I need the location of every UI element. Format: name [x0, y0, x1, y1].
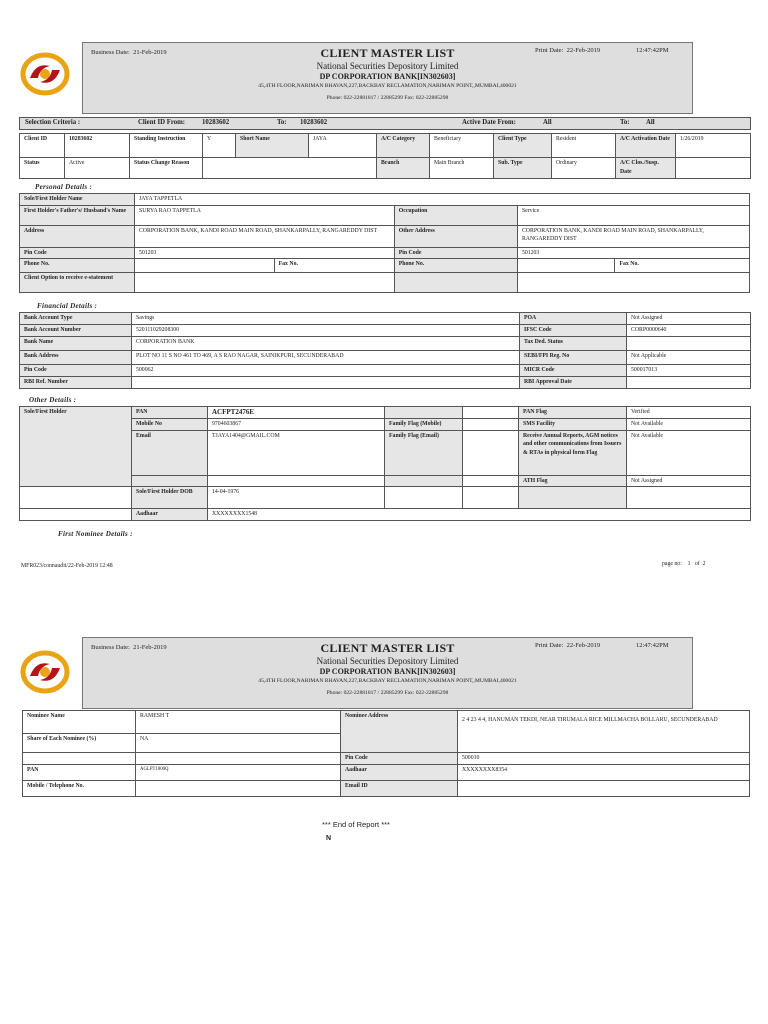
bank-pin-label: Pin Code: [20, 365, 132, 377]
sebi-label: SEBI/FPI Reg. No: [520, 351, 627, 365]
page-number: page no: 1 of 2: [662, 561, 706, 567]
pan-flag: Verified: [627, 407, 751, 419]
father-name-label: First Holder's Father's/ Husband's Name: [20, 205, 135, 225]
business-date: Business Date: 21-Feb-2019: [91, 49, 167, 56]
aadhaar: XXXXXXXX1548: [208, 509, 751, 521]
dob-blank-3: [519, 487, 627, 509]
other-details-heading: Other Details :: [29, 396, 77, 404]
tax-status-label: Tax Ded. Status: [520, 337, 627, 351]
other-phone-label: Phone No.: [394, 259, 517, 273]
acct-type: Savings: [132, 313, 520, 325]
status-change-reason-label: Status Change Reason: [130, 158, 203, 179]
fax-cell: [274, 259, 394, 273]
occupation: Service: [517, 205, 749, 225]
client-type-label: Client Type: [494, 134, 552, 158]
holder-label: Sole/First Holder: [20, 407, 132, 487]
nominee-email: [458, 780, 750, 796]
nominee-table: [22, 710, 750, 797]
annual-report: Not Available: [627, 430, 751, 475]
status-value: Active: [65, 158, 130, 179]
client-id-to: 10283602: [300, 119, 328, 126]
nominee-pin: 500010: [458, 753, 750, 765]
ifsc-label: IFSC Code: [520, 325, 627, 337]
nominee-aadhaar-label: Aadhaar: [341, 764, 458, 780]
depository-name: National Securities Depository Limited: [316, 61, 459, 71]
aadhaar-row-blank: [20, 509, 132, 521]
pan-flag-label: PAN Flag: [519, 407, 627, 419]
other-pin-code: 501203: [517, 247, 749, 259]
dp-phone: Phone: 022-22881817 / 22885299 Fax: 022-22885298: [326, 95, 449, 101]
bank-logo-icon: [20, 650, 70, 694]
end-of-report: *** End of Report ***: [322, 820, 390, 829]
other-pin-code-label: Pin Code: [394, 247, 517, 259]
sms: Not Available: [627, 418, 751, 430]
client-table: [19, 133, 751, 179]
share-label: Share of Each Nominee (%): [23, 734, 136, 753]
dob-row-blank: [20, 487, 132, 509]
personal-details-heading: Personal Details :: [35, 183, 93, 191]
client-id-from-label: Client ID From:: [138, 119, 186, 126]
clos-susp-date: [676, 158, 751, 179]
branch: Main Branch: [430, 158, 494, 179]
aadhaar-label: Aadhaar: [132, 509, 208, 521]
pan: ACFPT2476E: [208, 407, 385, 419]
estatement-blank: [394, 273, 517, 293]
rbi-date: [627, 377, 751, 389]
status-label: Status: [20, 158, 65, 179]
share: NA: [136, 734, 341, 753]
family-email: [463, 430, 519, 475]
tax-status: [627, 337, 751, 351]
ath-label: ATH Flag: [519, 475, 627, 487]
print-date: Print Date: 22-Feb-2019: [535, 642, 601, 649]
report-header: [82, 42, 693, 114]
estatement-label: Client Option to receive e-statement: [20, 273, 135, 293]
ath-blank-3: [385, 475, 463, 487]
pan-blank: [385, 407, 463, 419]
address: CORPORATION BANK, KANDI ROAD MAIN ROAD, SHANKARPALLY, RANGAREDDY DIST: [134, 225, 394, 247]
ath-blank-2: [208, 475, 385, 487]
client-id: 10283602: [65, 134, 130, 158]
active-date-to: All: [646, 119, 655, 126]
report-header-page-2: [82, 637, 693, 709]
other-phone: [517, 259, 615, 273]
active-date-from-label: Active Date From:: [462, 119, 516, 126]
short-name: JAYA: [309, 134, 377, 158]
business-date: Business Date: 21-Feb-2019: [91, 644, 167, 651]
active-date-to-label: To:: [620, 119, 630, 126]
dob-label: Sole/First Holder DOB: [132, 487, 208, 509]
ifsc: CORP0000640: [627, 325, 751, 337]
phone: [134, 259, 274, 273]
report-title: CLIENT MASTER LIST: [320, 641, 455, 655]
print-time: 12:47:42PM: [636, 47, 669, 54]
address-label: Address: [20, 225, 135, 247]
acct-no: 520111029208300: [132, 325, 520, 337]
pin-row-blank: [23, 753, 136, 765]
mobile-label: Mobile No: [132, 418, 208, 430]
nominee-mobile: [136, 780, 341, 796]
sms-label: SMS Facility: [519, 418, 627, 430]
standing-instruction-label: Standing Instruction: [130, 134, 203, 158]
bank-name-label: Bank Name: [20, 337, 132, 351]
bank-logo-icon: [20, 52, 70, 96]
other-address-label: Other Address: [394, 225, 517, 247]
dp-address: 45,4TH FLOOR,NARIMAN BHAVAN,227,BACKBAY RECLAMATION,NARIMAN POINT,,MUMBAI,400021: [258, 83, 517, 89]
nominee-address-label: Nominee Address: [341, 711, 458, 753]
nominee-pan-label: PAN: [23, 764, 136, 780]
short-name-label: Short Name: [236, 134, 309, 158]
client-id-label: Client ID: [20, 134, 65, 158]
nominee-name: RAMESH T: [136, 711, 341, 734]
micr-label: MICR Code: [520, 365, 627, 377]
acct-type-label: Bank Account Type: [20, 313, 132, 325]
family-email-label: Family Flag (Email): [385, 430, 463, 475]
dob-blank-2: [463, 487, 519, 509]
status-change-reason: [203, 158, 377, 179]
bank-address-label: Bank Address: [20, 351, 132, 365]
activation-date-label: A/C Activation Date: [616, 134, 676, 158]
rbi-ref: [132, 377, 520, 389]
ath: Not Assigned: [627, 475, 751, 487]
selection-criteria-bar: [19, 117, 751, 130]
phone-label: Phone No.: [20, 259, 135, 273]
nominee-name-label: Nominee Name: [23, 711, 136, 734]
dob-blank-1: [385, 487, 463, 509]
other-address: CORPORATION BANK, KANDI ROAD MAIN ROAD, SHANKARPALLY, RANGAREDDY DIST: [517, 225, 749, 247]
estatement: [134, 273, 394, 293]
pin-code-label: Pin Code: [20, 247, 135, 259]
rbi-ref-label: RBI Ref. Number: [20, 377, 132, 389]
rbi-date-label: RBI Approval Date: [520, 377, 627, 389]
mobile: 9704603867: [208, 418, 385, 430]
first-nominee-heading: First Nominee Details :: [58, 530, 133, 538]
other-fax-label: Fax No.: [619, 261, 639, 268]
activation-date: 1/26/2019: [676, 134, 751, 158]
nominee-pan: AGLPT1800Q: [136, 764, 341, 780]
bank-name: CORPORATION BANK: [132, 337, 520, 351]
bank-pin: 500062: [132, 365, 520, 377]
family-mobile: [463, 418, 519, 430]
print-time: 12:47:42PM: [636, 642, 669, 649]
nominee-mobile-label: Mobile / Telephone No.: [23, 780, 136, 796]
father-name: SURYA RAO TAPPETLA: [134, 205, 394, 225]
ac-category: Beneficiary: [430, 134, 494, 158]
personal-table: [19, 193, 750, 293]
other-fax-cell: [615, 259, 750, 273]
email-label: Email: [132, 430, 208, 475]
pin-row-blank-2: [136, 753, 341, 765]
end-mark: N: [326, 835, 332, 842]
client-id-to-label: To:: [277, 119, 287, 126]
other-table: [19, 406, 751, 521]
nominee-aadhaar: XXXXXXXX8354: [458, 764, 750, 780]
family-mobile-label: Family Flag (Mobile): [385, 418, 463, 430]
ac-category-label: A/C Category: [377, 134, 430, 158]
poa-label: POA: [520, 313, 627, 325]
report-title: CLIENT MASTER LIST: [320, 46, 455, 60]
sub-type: Ordinary: [552, 158, 616, 179]
ath-blank-4: [463, 475, 519, 487]
email: TJAYA1404@GMAIL.COM: [208, 430, 385, 475]
sub-type-label: Sub. Type: [494, 158, 552, 179]
occupation-label: Occupation: [394, 205, 517, 225]
holder-name-label: Sole/First Holder Name: [20, 194, 135, 206]
criteria-label: Selection Criteria :: [25, 119, 81, 126]
dp-phone: Phone: 022-22881817 / 22885299 Fax: 022-22885298: [326, 690, 449, 696]
financial-details-heading: Financial Details :: [37, 302, 98, 310]
poa: Not Assigned: [627, 313, 751, 325]
dp-name: DP CORPORATION BANK[IN302603]: [319, 667, 456, 676]
holder-name: JAYA TAPPETLA: [134, 194, 749, 206]
financial-table: [19, 312, 751, 389]
print-date: Print Date: 22-Feb-2019: [535, 47, 601, 54]
annual-report-label: Receive Annual Reports, AGM notices and other communications from Issuers & RTAs in physical form Flag: [519, 430, 627, 475]
nominee-address: 2 4 23 4 4, HANUMAN TEKDI, NEAR TIRUMALA RICE MILLMACHA BOLLARU, SECUNDERABAD: [458, 711, 750, 753]
fax-label: Fax No.: [278, 261, 298, 268]
pin-code: 501203: [134, 247, 394, 259]
clos-susp-date-label: A/C Clos./Susp. Date: [616, 158, 676, 179]
active-date-from: All: [543, 119, 552, 126]
client-id-from: 10283602: [202, 119, 230, 126]
footer-report-id: MFR023/connaudit/22-Feb-2019 12:48: [21, 563, 113, 569]
micr: 500017013: [627, 365, 751, 377]
ath-blank-1: [132, 475, 208, 487]
pan-blank-2: [463, 407, 519, 419]
dp-name: DP CORPORATION BANK[IN302603]: [319, 72, 456, 81]
sebi: Not Applicable: [627, 351, 751, 365]
dob: 14-04-1976: [208, 487, 385, 509]
bank-address: PLOT NO 11 S NO 461 TO 469, A S RAO NAGAR, SAINIKPURI, SECUNDERABAD: [132, 351, 520, 365]
branch-label: Branch: [377, 158, 430, 179]
pan-label: PAN: [132, 407, 208, 419]
estatement-blank-2: [517, 273, 749, 293]
acct-no-label: Bank Account Number: [20, 325, 132, 337]
nominee-email-label: Email ID: [341, 780, 458, 796]
dp-address: 45,4TH FLOOR,NARIMAN BHAVAN,227,BACKBAY RECLAMATION,NARIMAN POINT,,MUMBAI,400021: [258, 678, 517, 684]
depository-name: National Securities Depository Limited: [316, 656, 459, 666]
dob-blank-4: [627, 487, 751, 509]
standing-instruction: Y: [203, 134, 236, 158]
nominee-pin-label: Pin Code: [341, 753, 458, 765]
client-type: Resident: [552, 134, 616, 158]
